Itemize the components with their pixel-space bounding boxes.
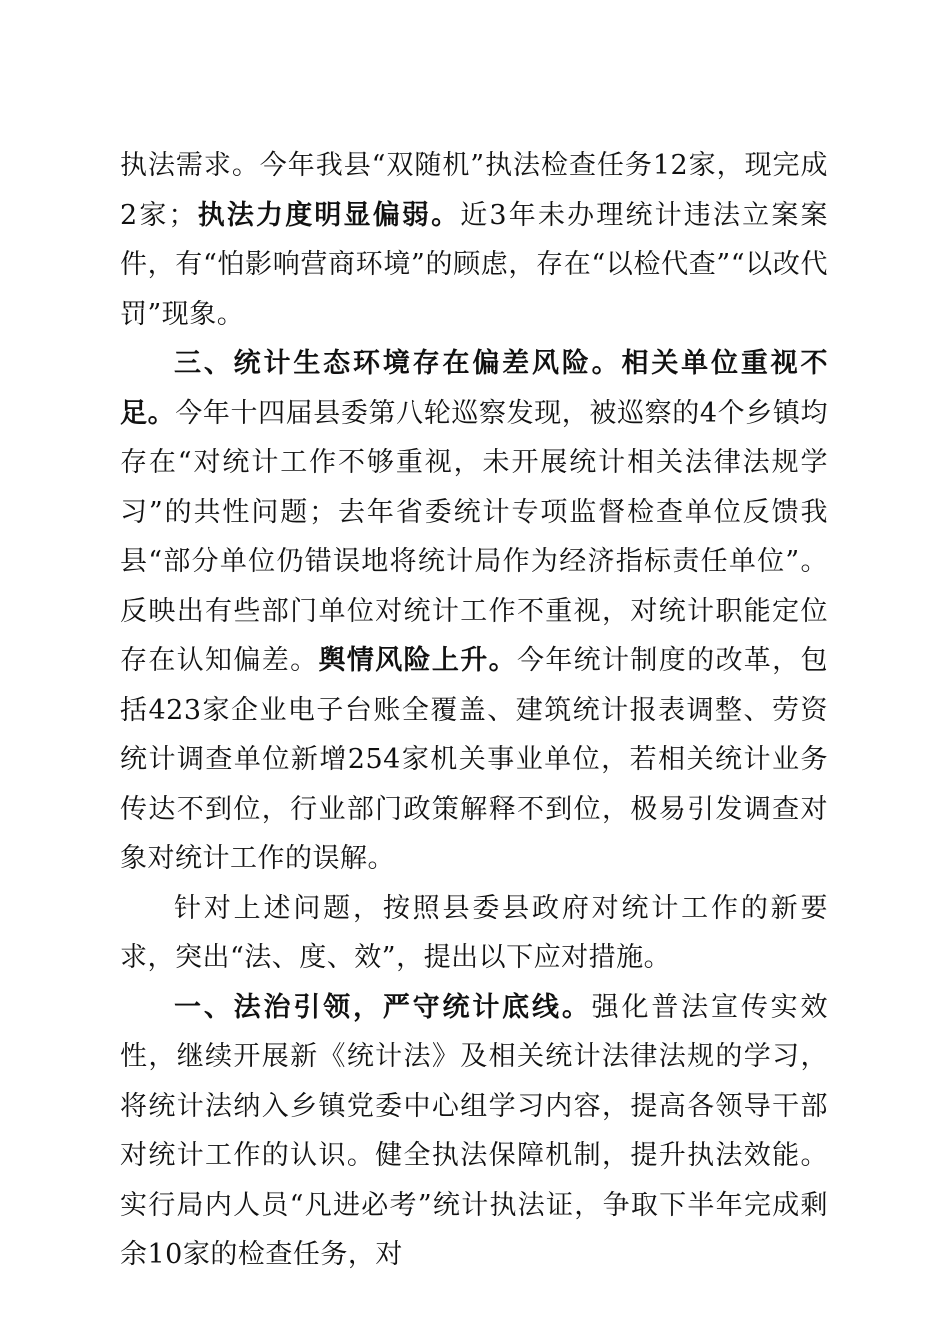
document-page bbox=[120, 141, 828, 1280]
text-segment: 针对上述问题，按照县委县政府对统计工作的新要求，突出“法、度、效”，提出以下应对措施。 bbox=[120, 892, 828, 973]
text-segment: 今年统计制度的改革，包括423家企业电子台账全覆盖、建筑统计报表调整、劳资统计调查单位新增254家机关事业单位，若相关统计业务传达不到位，行业部门政策解释不到位，极易引发调查对象对统计工作的误解。 bbox=[120, 645, 829, 874]
text-segment: 今年十四届县委第八轮巡察发现，被巡察的4个乡镇均存在“对统计工作不够重视，未开展统计相关法律法规学习”的共性问题；去年省委统计专项监督检查单位反馈我县“部分单位仍错误地将统计局作为经济指标责任单位”。反映出有些部门单位对统计工作不重视，对统计职能定位存在认知偏差。 bbox=[120, 397, 828, 676]
bold-heading: 舆情风险上升。 bbox=[318, 645, 517, 676]
paragraph-enforcement bbox=[120, 141, 828, 339]
section-heading: 一、法治引领，严守统计底线。 bbox=[174, 991, 592, 1023]
paragraph-measures-intro bbox=[120, 884, 828, 983]
section-heading: 三、统计生态环境存在偏差风险。相关单位重视不足。 bbox=[120, 348, 828, 429]
text-segment: 强化普法宣传实效性，继续开展新《统计法》及相关统计法律法规的学习，将统计法纳入乡镇党委中心组学习内容，提高各领导干部对统计工作的认识。健全执法保障机制，提升执法效能。实行局内人员“凡进必考”统计执法证，争取下半年完成剩余10家的检查任务，对 bbox=[120, 991, 829, 1270]
paragraph-measure-one bbox=[120, 983, 828, 1280]
text-segment: 近3年未办理统计违法立案案件，有“怕影响营商环境”的顾虑，存在“以检代查”“以改代罚”现象。 bbox=[120, 199, 828, 330]
paragraph-section-three bbox=[120, 339, 828, 884]
text-segment: 执法需求。今年我县“双随机”执法检查任务12家，现完成2家； bbox=[120, 150, 828, 231]
bold-heading: 执法力度明显偏弱。 bbox=[196, 199, 461, 231]
